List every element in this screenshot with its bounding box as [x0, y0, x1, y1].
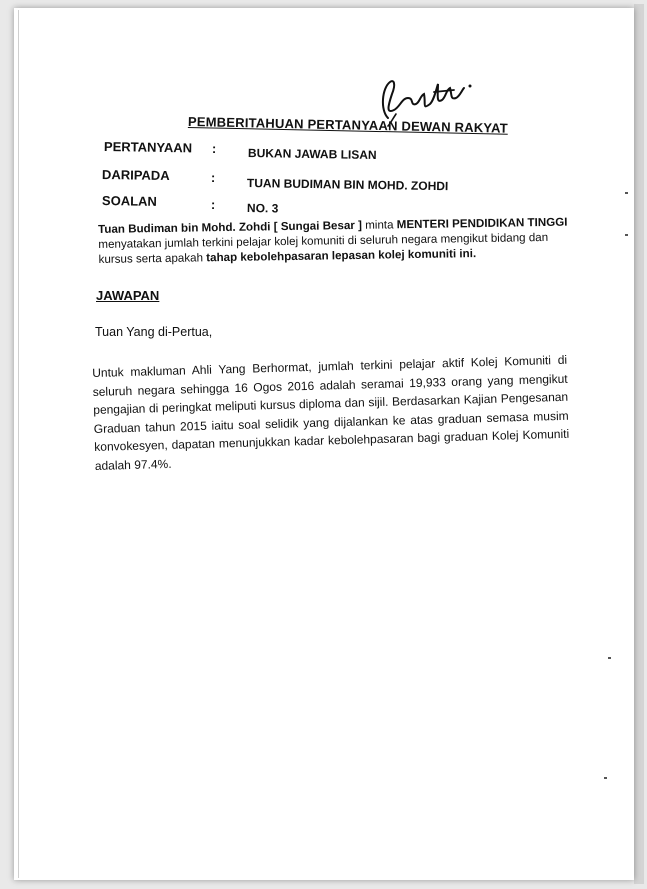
field-row-daripada: [102, 166, 170, 185]
scan-speck: [625, 234, 628, 236]
field-row-soalan: [102, 192, 157, 211]
field-label: DARIPADA: [101, 167, 170, 184]
page-margin-line: [18, 10, 19, 878]
field-row-pertanyaan: [104, 138, 192, 157]
document-title: PEMBERITAHUAN PERTANYAAN DEWAN RAKYAT: [187, 114, 508, 136]
question-text: menyatakan jumlah terkini pelajar kolej komuniti di seluruh negara mengikut bidang dan kursus serta apakah: [98, 230, 549, 266]
field-label: SOALAN: [101, 193, 158, 209]
scan-speck: [604, 777, 607, 779]
field-value: TUAN BUDIMAN BIN MOHD. ZOHDI: [246, 176, 449, 194]
question-text: minta: [361, 218, 397, 232]
question-emphasis: tahap kebolehpasaran lepasan kolej komuniti ini.: [206, 247, 477, 265]
field-colon: :: [210, 197, 216, 213]
questioner-name: Tuan Budiman bin Mohd. Zohdi [ Sungai Besar ]: [98, 218, 363, 236]
question-paragraph: [98, 215, 574, 267]
answer-heading: JAWAPAN: [96, 288, 160, 303]
field-value: BUKAN JAWAB LISAN: [247, 146, 377, 163]
field-colon: :: [210, 170, 216, 186]
field-label: PERTANYAAN: [103, 139, 193, 156]
minister-title: MENTERI PENDIDIKAN TINGGI: [396, 215, 568, 232]
page-edge-shadow: [634, 4, 644, 884]
scan-speck: [625, 192, 628, 194]
field-value: NO. 3: [246, 201, 279, 216]
salutation: Tuan Yang di-Pertua,: [95, 325, 213, 339]
field-colon: :: [211, 141, 217, 157]
answer-paragraph: Untuk makluman Ahli Yang Berhormat, jumlah terkini pelajar aktif Kolej Komuniti di seluruh negara sehingga 16 Ogos 2016 adalah seramai 19,933 orang yang mengikut pengajian di peringkat meliputi kursus diploma dan sijil. Berdasarkan Kajian Pengesanan Graduan tahun 2015 iaitu soal selidik yang dijalankan ke atas graduan semasa musim konvokesyen, dapatan menunjukkan kadar kebolehpasaran bagi graduan Kolej Komuniti adalah 97.4%.: [92, 352, 570, 473]
scan-speck: [608, 657, 611, 659]
